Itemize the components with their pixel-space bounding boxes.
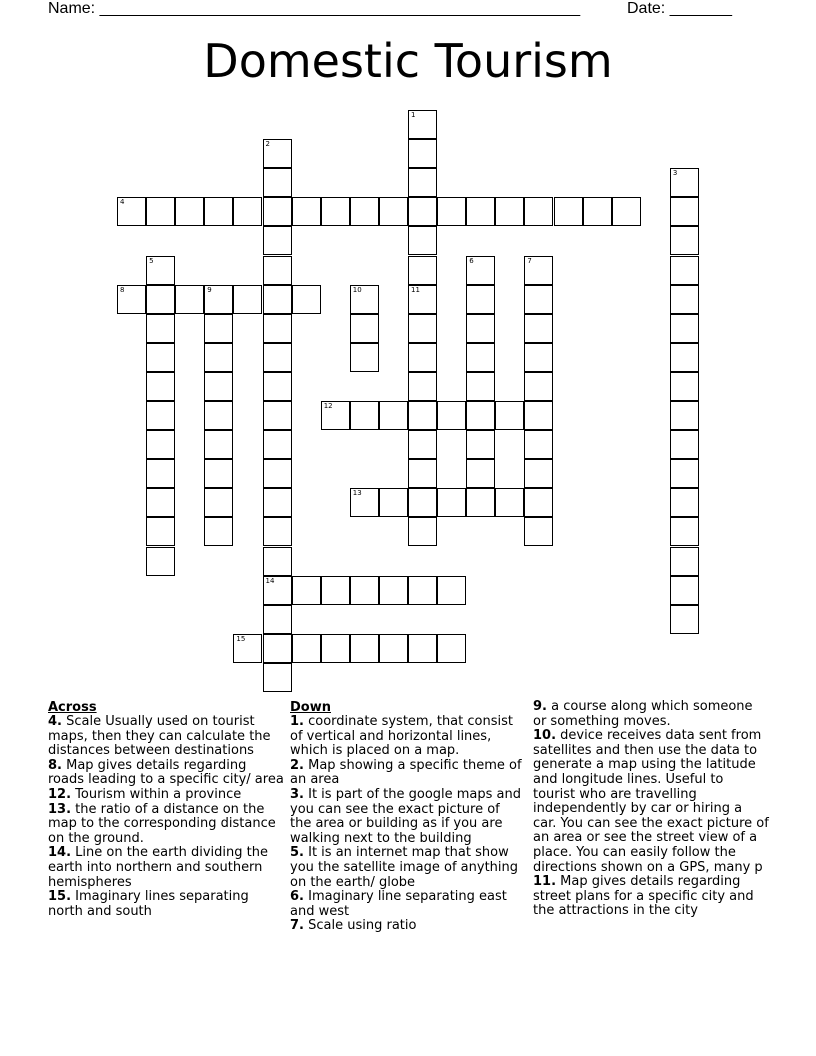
clue-number: 7 bbox=[527, 256, 532, 265]
grid-cell[interactable] bbox=[495, 401, 524, 430]
grid-cell[interactable] bbox=[408, 401, 437, 430]
down-clues-continued bbox=[533, 700, 769, 919]
grid-cell[interactable] bbox=[263, 488, 292, 517]
grid-cell[interactable] bbox=[408, 110, 437, 139]
grid-cell[interactable] bbox=[670, 256, 699, 285]
grid-cell[interactable] bbox=[117, 197, 146, 226]
grid-cell[interactable] bbox=[263, 459, 292, 488]
grid-cell[interactable] bbox=[379, 634, 408, 663]
grid-cell[interactable] bbox=[408, 634, 437, 663]
name-field[interactable]: Name: ______________________________________________________ bbox=[48, 0, 581, 17]
clue-text: device receives data sent from satellites and then use the data to generate a map using the latitude and longitude lines. Useful to tourist who are travelling independently by car or hiring a car. You can see the exact picture of an area or see the street view of a place. You can easily follow the directions shown on a GPS, many p bbox=[533, 728, 769, 875]
grid-cell[interactable] bbox=[437, 401, 466, 430]
grid-cell[interactable] bbox=[670, 372, 699, 401]
clue-text: It is an internet map that show you the satellite image of anything on the earth/ globe bbox=[290, 845, 519, 890]
grid-cell[interactable] bbox=[350, 314, 379, 343]
page-title: Domestic Tourism bbox=[203, 34, 613, 88]
grid-cell[interactable] bbox=[263, 372, 292, 401]
clue-item bbox=[290, 919, 524, 934]
grid-cell[interactable] bbox=[263, 401, 292, 430]
grid-cell[interactable] bbox=[321, 401, 350, 430]
grid-cell[interactable] bbox=[524, 197, 553, 226]
clue-text: Map showing a specific theme of an area bbox=[290, 757, 522, 788]
clue-text: the ratio of a distance on the map to the corresponding distance on the ground. bbox=[48, 801, 276, 846]
grid-cell[interactable] bbox=[292, 285, 321, 314]
clue-number-label: 1. bbox=[290, 714, 304, 729]
grid-cell[interactable] bbox=[408, 168, 437, 197]
grid-cell[interactable] bbox=[263, 605, 292, 634]
grid-cell[interactable] bbox=[350, 634, 379, 663]
grid-cell[interactable] bbox=[437, 488, 466, 517]
clue-number: 1 bbox=[411, 111, 416, 119]
grid-cell[interactable] bbox=[379, 576, 408, 605]
grid-cell[interactable] bbox=[350, 197, 379, 226]
clue-number-label: 11. bbox=[533, 874, 557, 890]
grid-cell[interactable] bbox=[321, 576, 350, 605]
grid-cell[interactable] bbox=[524, 459, 553, 488]
grid-cell[interactable] bbox=[204, 488, 233, 517]
grid-cell[interactable] bbox=[408, 139, 437, 168]
grid-cell[interactable] bbox=[524, 401, 553, 430]
grid-cell[interactable] bbox=[263, 517, 292, 546]
grid-cell[interactable] bbox=[204, 285, 233, 314]
grid-cell[interactable] bbox=[292, 634, 321, 663]
grid-cell[interactable] bbox=[466, 401, 495, 430]
clue-number-label: 6. bbox=[290, 889, 304, 905]
clue-item bbox=[48, 759, 284, 788]
clue-text: Imaginary line separating east and west bbox=[290, 889, 507, 919]
clue-number-label: 12. bbox=[48, 786, 72, 802]
grid-cell[interactable] bbox=[263, 576, 292, 605]
grid-cell[interactable] bbox=[437, 634, 466, 663]
grid-cell[interactable] bbox=[437, 576, 466, 605]
grid-cell[interactable] bbox=[524, 285, 553, 314]
across-heading: Across bbox=[48, 700, 97, 715]
grid-cell[interactable] bbox=[466, 314, 495, 343]
grid-cell[interactable] bbox=[146, 256, 175, 285]
clue-number: 13 bbox=[352, 489, 362, 498]
grid-cell[interactable] bbox=[263, 139, 292, 168]
grid-cell[interactable] bbox=[408, 459, 437, 488]
clue-item bbox=[48, 715, 284, 759]
clue-number-label: 14. bbox=[48, 845, 72, 861]
grid-cell[interactable] bbox=[670, 517, 699, 546]
grid-cell[interactable] bbox=[350, 488, 379, 517]
clue-item bbox=[290, 846, 524, 890]
clue-text: Imaginary lines separating north and south bbox=[48, 889, 249, 919]
grid-cell[interactable] bbox=[146, 343, 175, 372]
clue-item bbox=[533, 700, 769, 729]
grid-cell[interactable] bbox=[204, 430, 233, 459]
grid-cell[interactable] bbox=[204, 314, 233, 343]
grid-cell[interactable] bbox=[263, 343, 292, 372]
grid-cell[interactable] bbox=[204, 343, 233, 372]
clue-number-label: 3. bbox=[290, 786, 304, 802]
down-clues bbox=[290, 700, 524, 934]
grid-cell[interactable] bbox=[146, 314, 175, 343]
clue-number: 12 bbox=[323, 402, 333, 410]
grid-cell[interactable] bbox=[554, 197, 583, 226]
clue-number-label: 5. bbox=[290, 845, 304, 861]
grid-cell[interactable] bbox=[263, 285, 292, 314]
grid-cell[interactable] bbox=[408, 226, 437, 255]
grid-cell[interactable] bbox=[146, 372, 175, 401]
clue-item bbox=[290, 788, 524, 846]
grid-cell[interactable] bbox=[524, 314, 553, 343]
clue-number-label: 15. bbox=[48, 889, 72, 905]
grid-cell[interactable] bbox=[175, 285, 204, 314]
grid-cell[interactable] bbox=[204, 517, 233, 546]
grid-cell[interactable] bbox=[292, 576, 321, 605]
grid-cell[interactable] bbox=[408, 488, 437, 517]
across-clues bbox=[48, 700, 284, 919]
grid-cell[interactable] bbox=[670, 459, 699, 488]
grid-cell[interactable] bbox=[233, 285, 262, 314]
clue-number-label: 10. bbox=[533, 728, 557, 744]
grid-cell[interactable] bbox=[408, 314, 437, 343]
grid-cell[interactable] bbox=[670, 226, 699, 255]
clue-item bbox=[533, 875, 769, 919]
grid-cell[interactable] bbox=[350, 285, 379, 314]
grid-cell[interactable] bbox=[670, 314, 699, 343]
grid-cell[interactable] bbox=[204, 459, 233, 488]
grid-cell[interactable] bbox=[117, 285, 146, 314]
grid-cell[interactable] bbox=[408, 256, 437, 285]
grid-cell[interactable] bbox=[466, 256, 495, 285]
down-cont-list bbox=[533, 700, 769, 919]
clue-number: 2 bbox=[265, 140, 270, 149]
grid-cell[interactable] bbox=[670, 488, 699, 517]
clue-text: It is part of the google maps and you can see the exact picture of the area or building as if you are walking next to the building bbox=[290, 786, 522, 846]
clue-text: a course along which someone or something moves. bbox=[533, 699, 753, 729]
grid-cell[interactable] bbox=[146, 285, 175, 314]
grid-cell[interactable] bbox=[292, 197, 321, 226]
grid-cell[interactable] bbox=[670, 197, 699, 226]
clue-text: Map gives details regarding roads leading to a specific city/ area bbox=[48, 757, 284, 788]
clue-item bbox=[48, 788, 284, 803]
grid-cell[interactable] bbox=[350, 343, 379, 372]
clue-number: 11 bbox=[411, 285, 420, 294]
grid-cell[interactable] bbox=[408, 517, 437, 546]
clue-item bbox=[48, 803, 284, 847]
grid-cell[interactable] bbox=[524, 256, 553, 285]
clue-number: 8 bbox=[120, 285, 125, 294]
grid-cell[interactable] bbox=[263, 430, 292, 459]
grid-cell[interactable] bbox=[146, 517, 175, 546]
grid-cell[interactable] bbox=[379, 197, 408, 226]
grid-cell[interactable] bbox=[670, 430, 699, 459]
grid-cell[interactable] bbox=[670, 168, 699, 197]
clue-item bbox=[48, 846, 284, 890]
grid-cell[interactable] bbox=[408, 576, 437, 605]
clue-number-label: 9. bbox=[533, 699, 547, 714]
grid-cell[interactable] bbox=[321, 197, 350, 226]
grid-cell[interactable] bbox=[524, 517, 553, 546]
grid-cell[interactable] bbox=[263, 314, 292, 343]
clue-text: coordinate system, that consist of vertical and horizontal lines, which is placed on a map. bbox=[290, 714, 513, 759]
grid-cell[interactable] bbox=[495, 488, 524, 517]
grid-cell[interactable] bbox=[379, 488, 408, 517]
clue-item bbox=[290, 890, 524, 919]
clue-number-label: 13. bbox=[48, 801, 72, 817]
clue-item bbox=[48, 890, 284, 919]
grid-cell[interactable] bbox=[466, 430, 495, 459]
grid-cell[interactable] bbox=[146, 197, 175, 226]
grid-cell[interactable] bbox=[408, 285, 437, 314]
grid-cell[interactable] bbox=[204, 197, 233, 226]
grid-cell[interactable] bbox=[670, 343, 699, 372]
grid-cell[interactable] bbox=[233, 634, 262, 663]
grid-cell[interactable] bbox=[670, 605, 699, 634]
clue-number: 9 bbox=[207, 285, 212, 294]
grid-cell[interactable] bbox=[495, 197, 524, 226]
grid-cell[interactable] bbox=[263, 168, 292, 197]
grid-cell[interactable] bbox=[466, 285, 495, 314]
clue-text: Scale using ratio bbox=[303, 918, 417, 934]
clue-number-label: 8. bbox=[48, 757, 62, 773]
grid-cell[interactable] bbox=[524, 430, 553, 459]
clue-number: 4 bbox=[120, 198, 125, 207]
grid-cell[interactable] bbox=[175, 197, 204, 226]
grid-cell[interactable] bbox=[583, 197, 612, 226]
clue-text: Map gives details regarding street plans for a specific city and the attractions in the city bbox=[533, 874, 754, 919]
grid-cell[interactable] bbox=[408, 430, 437, 459]
clue-item bbox=[290, 759, 524, 788]
clue-text: Scale Usually used on tourist maps, then they can calculate the distances between destinations bbox=[48, 714, 271, 759]
grid-cell[interactable] bbox=[408, 372, 437, 401]
grid-cell[interactable] bbox=[466, 197, 495, 226]
clue-number-label: 2. bbox=[290, 757, 304, 773]
grid-cell[interactable] bbox=[146, 430, 175, 459]
clue-number: 14 bbox=[265, 576, 275, 585]
grid-cell[interactable] bbox=[204, 401, 233, 430]
grid-cell[interactable] bbox=[350, 576, 379, 605]
grid-cell[interactable] bbox=[408, 343, 437, 372]
grid-cell[interactable] bbox=[466, 372, 495, 401]
across-list bbox=[48, 715, 284, 919]
grid-cell[interactable] bbox=[263, 256, 292, 285]
grid-cell[interactable] bbox=[612, 197, 641, 226]
grid-cell[interactable] bbox=[524, 488, 553, 517]
grid-cell[interactable] bbox=[466, 459, 495, 488]
clue-number: 5 bbox=[149, 256, 154, 265]
clue-item bbox=[533, 729, 769, 875]
grid-cell[interactable] bbox=[670, 576, 699, 605]
grid-cell[interactable] bbox=[204, 372, 233, 401]
grid-cell[interactable] bbox=[263, 547, 292, 576]
grid-cell[interactable] bbox=[263, 226, 292, 255]
grid-cell[interactable] bbox=[146, 488, 175, 517]
grid-cell[interactable] bbox=[466, 343, 495, 372]
grid-cell[interactable] bbox=[670, 285, 699, 314]
date-field[interactable]: Date: _______ bbox=[627, 0, 732, 17]
clue-item bbox=[290, 715, 524, 759]
grid-cell[interactable] bbox=[263, 634, 292, 663]
grid-cell[interactable] bbox=[466, 488, 495, 517]
grid-cell[interactable] bbox=[408, 197, 437, 226]
grid-cell[interactable] bbox=[670, 547, 699, 576]
clue-number: 3 bbox=[672, 169, 678, 178]
clue-number: 6 bbox=[469, 256, 474, 265]
grid-cell[interactable] bbox=[524, 343, 553, 372]
clue-number-label: 4. bbox=[48, 714, 62, 729]
grid-cell[interactable] bbox=[263, 197, 292, 226]
grid-cell[interactable] bbox=[321, 634, 350, 663]
clue-number-label: 7. bbox=[290, 918, 304, 934]
grid-cell[interactable] bbox=[233, 197, 262, 226]
clue-number: 15 bbox=[236, 634, 246, 643]
grid-cell[interactable] bbox=[146, 547, 175, 576]
grid-cell[interactable] bbox=[379, 401, 408, 430]
grid-cell[interactable] bbox=[670, 401, 699, 430]
clue-text: Line on the earth dividing the earth into northern and southern hemispheres bbox=[48, 845, 268, 890]
down-heading: Down bbox=[290, 700, 331, 715]
clue-text: Tourism within a province bbox=[71, 786, 242, 802]
grid-cell[interactable] bbox=[350, 401, 379, 430]
grid-cell[interactable] bbox=[263, 663, 292, 692]
down-list bbox=[290, 715, 524, 934]
clue-number: 10 bbox=[352, 285, 362, 294]
grid-cell[interactable] bbox=[524, 372, 553, 401]
grid-cell[interactable] bbox=[146, 401, 175, 430]
grid-cell[interactable] bbox=[146, 459, 175, 488]
grid-cell[interactable] bbox=[437, 197, 466, 226]
